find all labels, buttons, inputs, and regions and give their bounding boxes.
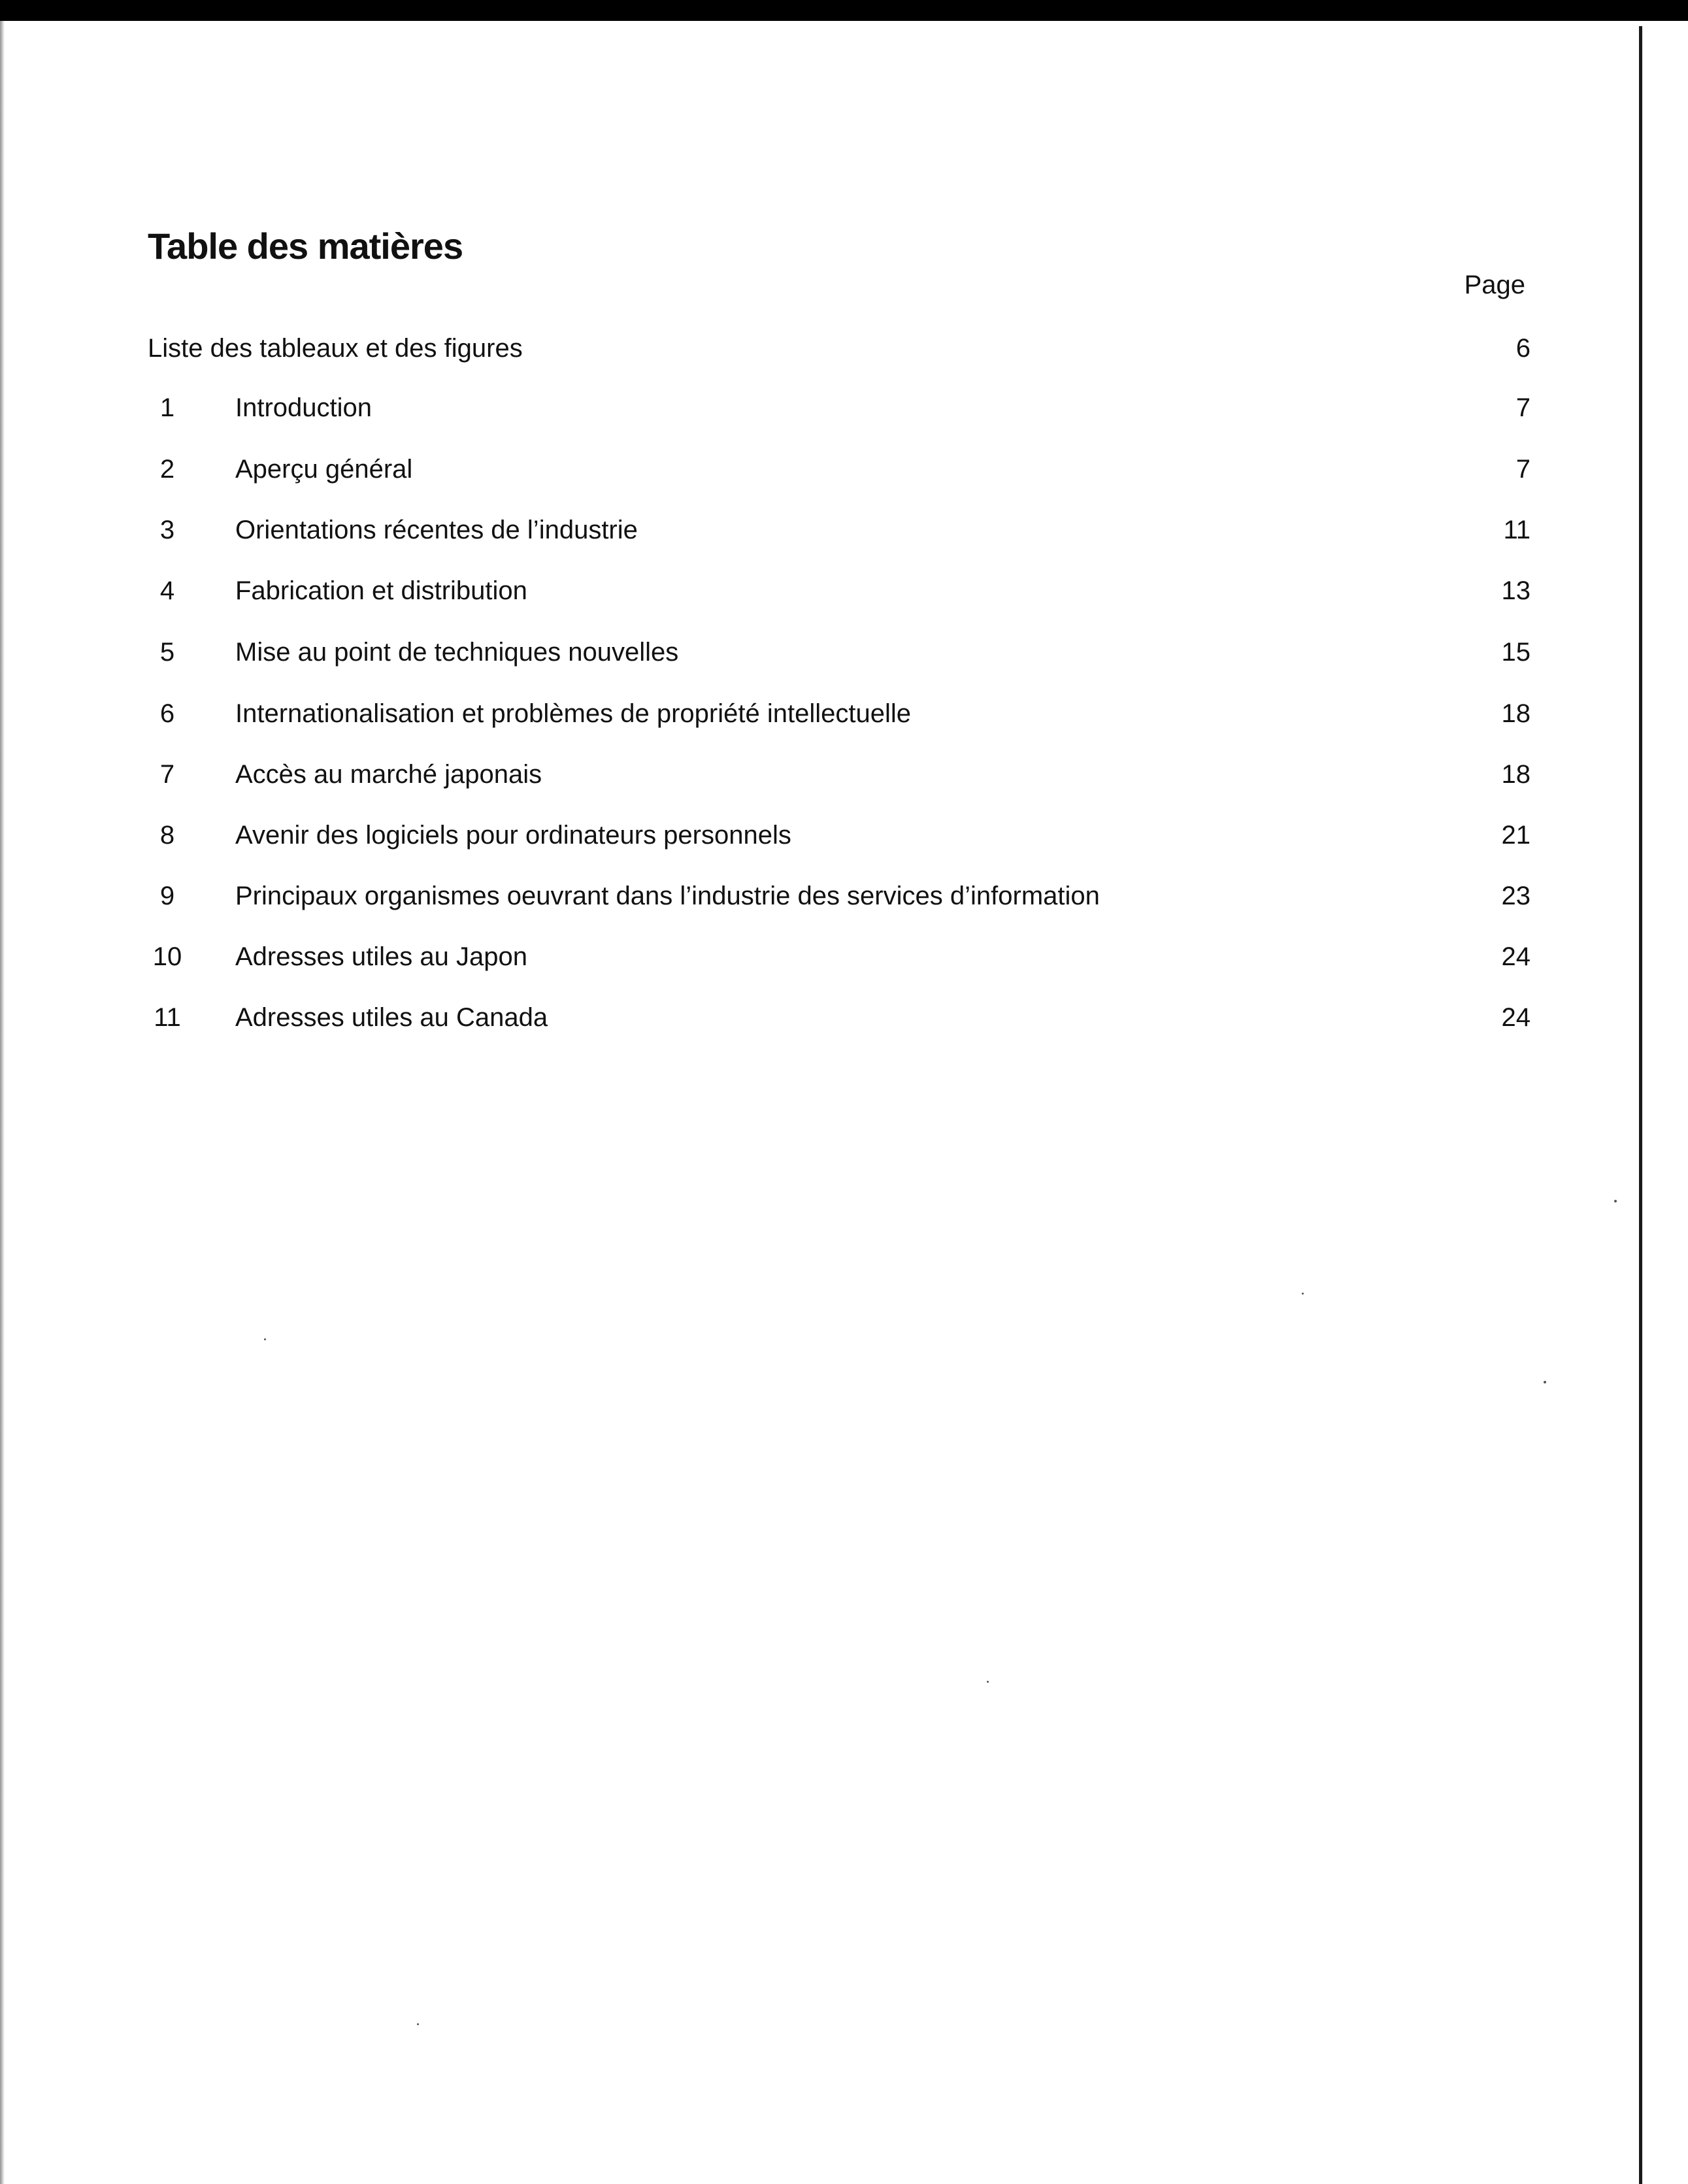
toc-entry xyxy=(148,998,1531,1037)
toc-entry xyxy=(148,816,1531,855)
toc-entry xyxy=(148,450,1531,489)
toc-entry-label: Introduction xyxy=(235,393,372,422)
toc-entry-number: 4 xyxy=(159,576,175,605)
toc-entry-page: 6 xyxy=(1515,334,1531,363)
toc-entry-label: Internationalisation et problèmes de propriété intellectuelle xyxy=(235,699,911,728)
scan-left-edge xyxy=(0,21,5,2184)
toc-entry xyxy=(148,633,1531,672)
toc-entry-number: 7 xyxy=(159,760,175,789)
toc-entry-number: 9 xyxy=(159,882,175,910)
toc-entry xyxy=(148,388,1531,427)
page-column-header: Page xyxy=(1464,271,1525,299)
toc-entry-label: Fabrication et distribution xyxy=(235,576,527,605)
toc-entry xyxy=(148,937,1531,976)
toc-entry-label: Liste des tableaux et des figures xyxy=(148,334,523,363)
toc-entry xyxy=(148,510,1531,550)
toc-entry-number: 11 xyxy=(154,1003,181,1032)
toc-entry-label: Adresses utiles au Japon xyxy=(235,942,527,971)
toc-entry-page: 23 xyxy=(1501,882,1531,910)
toc-entry-page: 15 xyxy=(1501,638,1531,667)
toc-entry-number: 10 xyxy=(152,942,182,971)
toc-entry-page: 7 xyxy=(1515,393,1531,422)
toc-entry-page: 7 xyxy=(1515,455,1531,484)
toc-entry-number: 8 xyxy=(159,821,175,850)
toc-entry xyxy=(148,571,1531,610)
toc-entry-label: Avenir des logiciels pour ordinateurs personnels xyxy=(235,821,791,850)
page-title: Table des matières xyxy=(148,225,463,267)
toc-entry-number: 5 xyxy=(159,638,175,667)
toc-entry xyxy=(148,876,1531,916)
toc-entry-page: 24 xyxy=(1501,942,1531,971)
toc-entry-label: Aperçu général xyxy=(235,455,413,484)
scan-speck xyxy=(1614,1200,1617,1202)
toc-entry-list-of-tables xyxy=(148,329,1531,368)
toc-entry-number: 1 xyxy=(159,393,175,422)
scan-right-border xyxy=(1639,26,1642,2184)
toc-entry-number: 3 xyxy=(159,516,175,544)
scan-speck xyxy=(1544,1381,1546,1383)
toc-entry-label: Adresses utiles au Canada xyxy=(235,1003,548,1032)
toc-entry-page: 11 xyxy=(1503,516,1531,544)
toc-entry xyxy=(148,694,1531,733)
toc-entry-label: Accès au marché japonais xyxy=(235,760,542,789)
toc-entry-page: 21 xyxy=(1501,821,1531,850)
toc-entry-label: Mise au point de techniques nouvelles xyxy=(235,638,679,667)
toc-entry-page: 18 xyxy=(1501,699,1531,728)
toc-entry-number: 2 xyxy=(159,455,175,484)
toc-entry-label: Orientations récentes de l’industrie xyxy=(235,516,638,544)
toc-entry-page: 13 xyxy=(1501,576,1531,605)
table-of-contents xyxy=(148,0,1531,2184)
toc-entry-page: 24 xyxy=(1501,1003,1531,1032)
toc-entry-number: 6 xyxy=(159,699,175,728)
toc-entry-label: Principaux organismes oeuvrant dans l’industrie des services d’information xyxy=(235,882,1100,910)
toc-entry-page: 18 xyxy=(1501,760,1531,789)
toc-entry xyxy=(148,755,1531,794)
